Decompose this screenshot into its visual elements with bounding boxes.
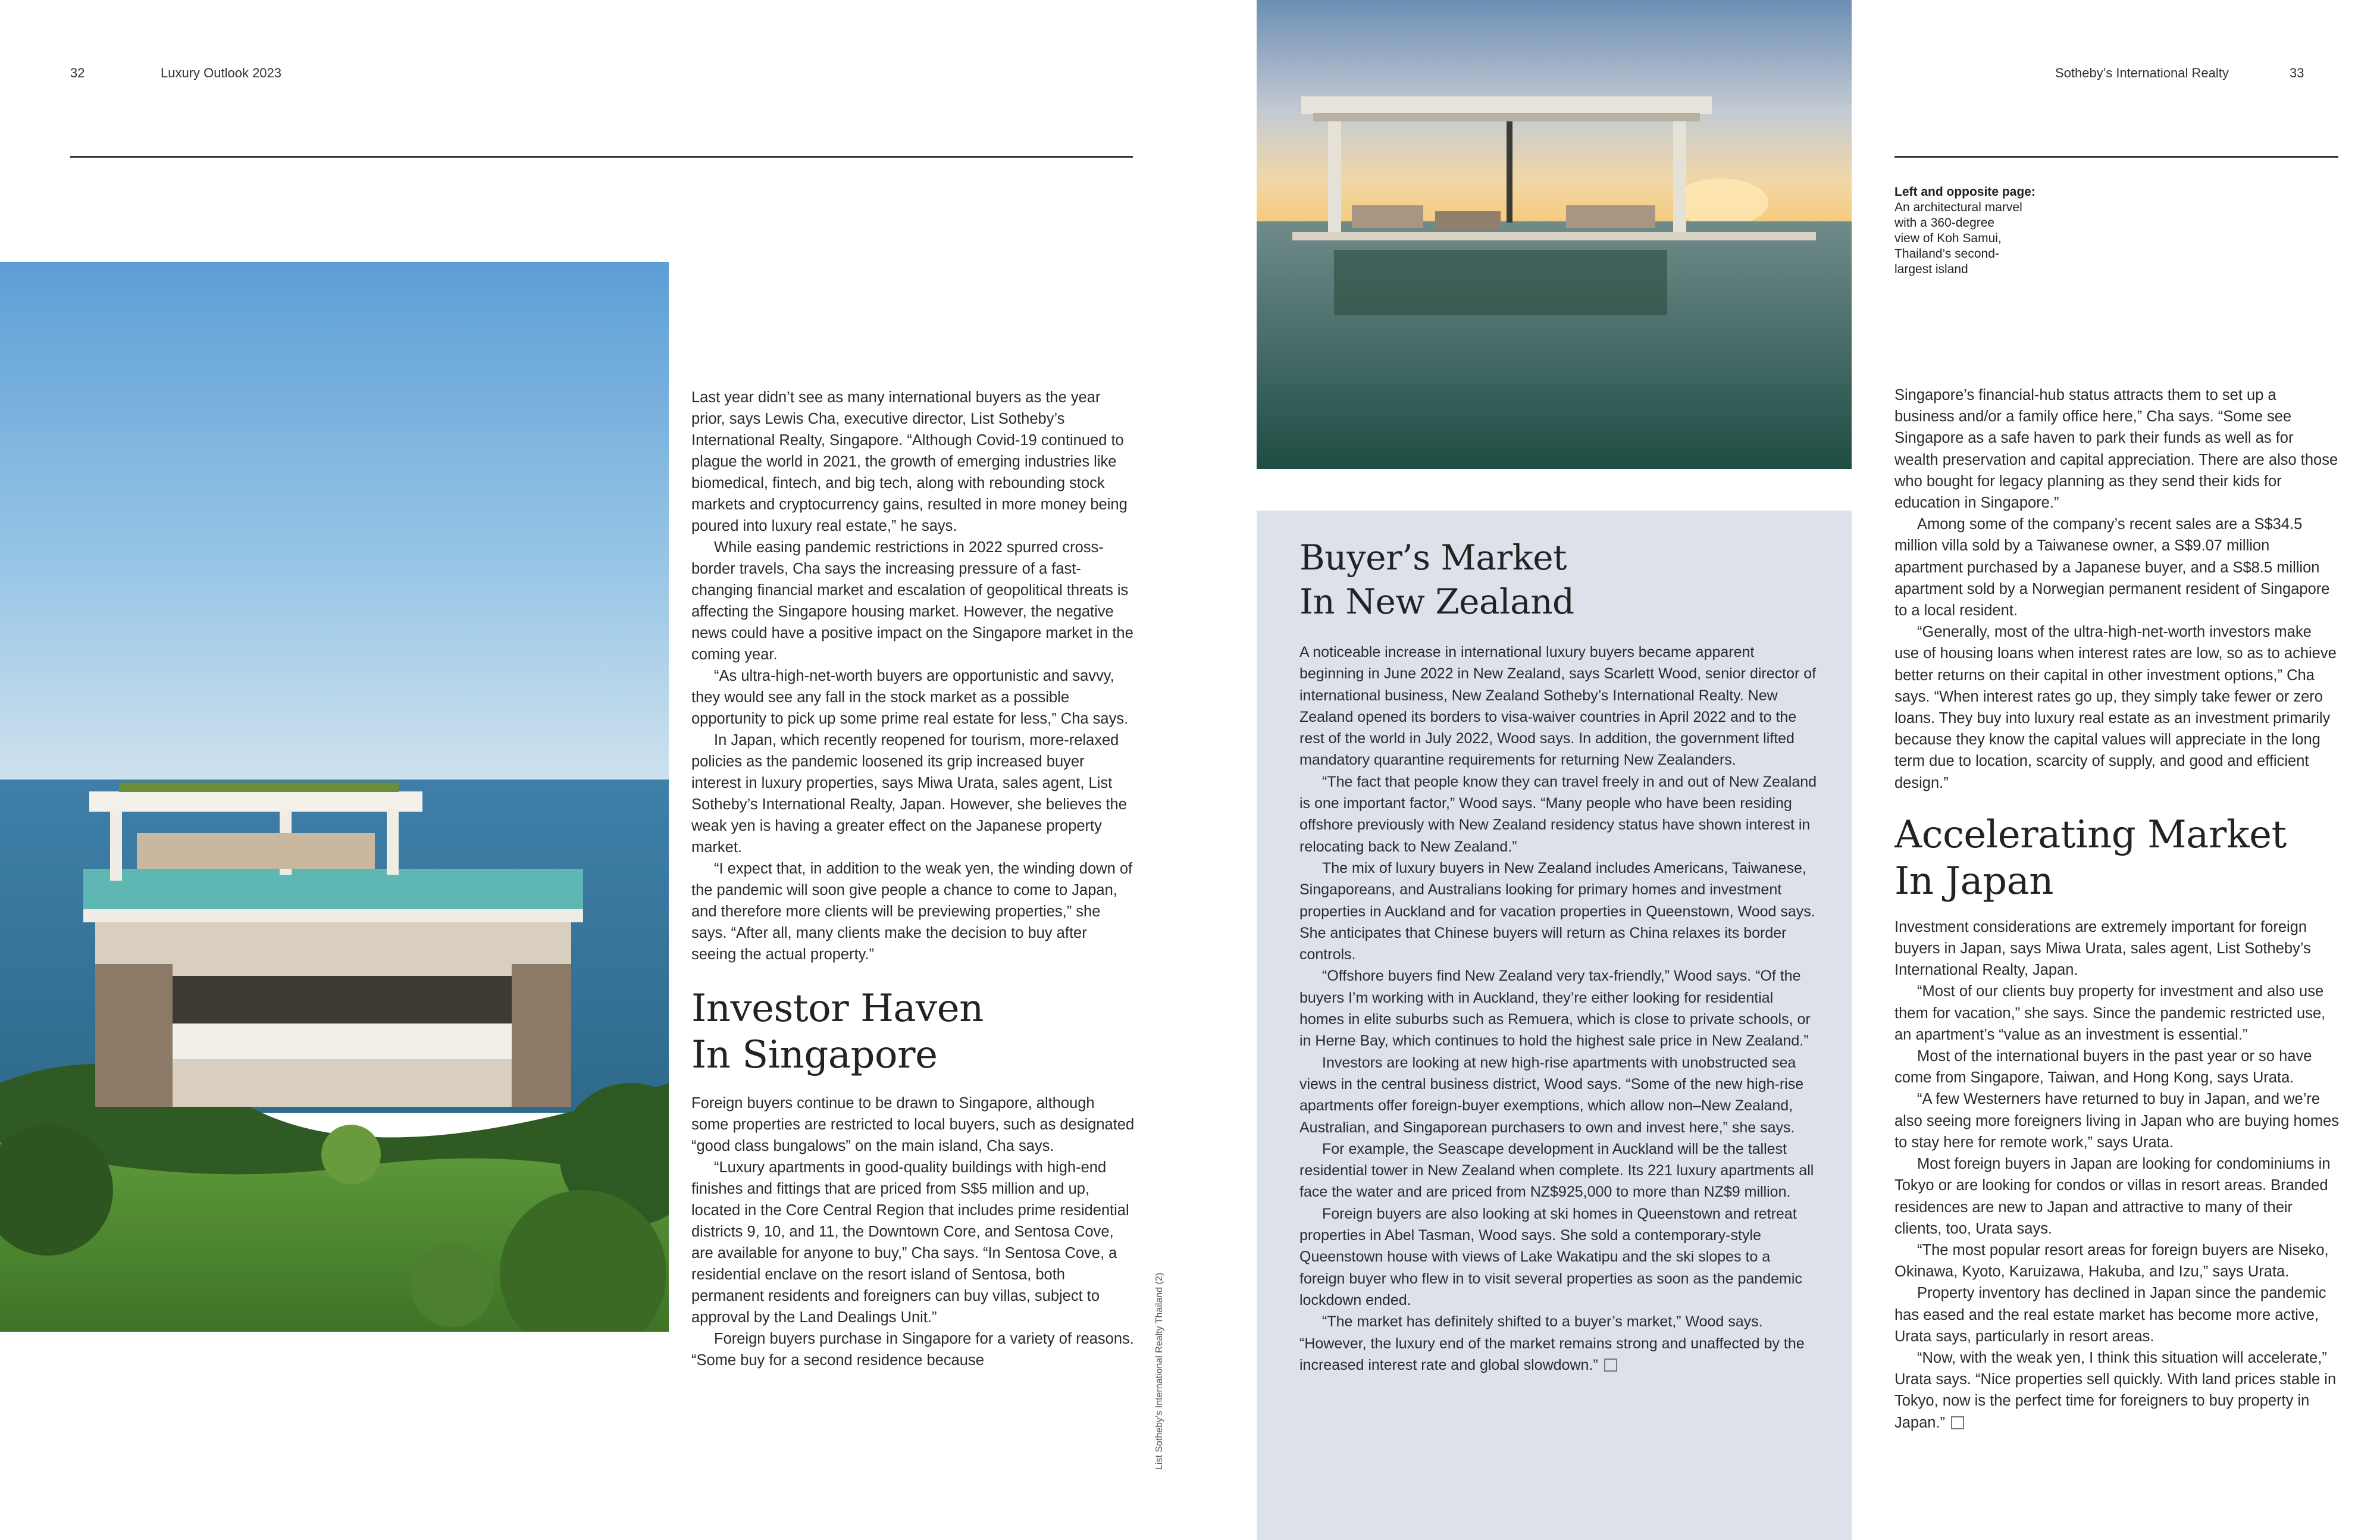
article-paragraph: “The market has definitely shifted to a buyer’s market,” Wood says. “However, the luxury end of the market remains strong and unaffected by the increased interest rate and global slowdown.” xyxy=(1299,1313,1805,1373)
article-paragraph: “Generally, most of the ultra-high-net-worth investors make use of housing loans when interest rates are low, so as to achieve better returns on their capital in other investment options,” Cha says. “When interest rates go up, they simply take fewer or zero loans. They buy into luxury real estate as an investment primarily because they know the capital values will appreciate in the long term due to location, scarcity of supply, and good and efficient design.” xyxy=(1894,624,2337,791)
article-paragraph: In Japan, which recently reopened for tourism, more-relaxed policies as the pandemic loosened its grip increased buyer interest in luxury properties, says Miwa Urata, sales agent, List Sotheby’s International Realty, Japan. However, she believes the weak yen is having a greater effect on the Japanese property market. xyxy=(691,732,1127,856)
article-paragraph: Most foreign buyers in Japan are looking for condominiums in Tokyo or are looking for condos or villas in resort areas. Branded residences are new to Japan and attractive to many of their clients, too, Urata says. xyxy=(1894,1156,2331,1237)
nz-heading-line2: In New Zealand xyxy=(1299,581,1574,622)
article-paragraph: A noticeable increase in international luxury buyers became apparent beginning in June 2022 in New Zealand, says Scarlett Wood, senior director of international business, New Zealand Sotheby’s International Realty. New Zealand opened its borders to visa-waiver countries in April 2022 and to the rest of the world in July 2022, Wood says. In addition, the government lifted mandatory quarantine requirements for returning New Zealanders. xyxy=(1299,644,1817,769)
photo-credit: List Sotheby’s International Realty Thailand (2) xyxy=(1154,1272,1164,1470)
article-paragraph: Foreign buyers are also looking at ski homes in Queenstown and retreat properties in Abel Tasman, Wood says. She sold a contemporary-style Queenstown house with views of Lake Wakatipu and the ski slopes to a foreign buyer who flew in to visit several properties as soon as the pandemic lockdown ended. xyxy=(1299,1205,1802,1309)
header-rule-left xyxy=(70,156,1133,158)
page-number-left: 32 xyxy=(70,65,85,80)
caption-line: view of Koh Samui, xyxy=(1894,231,2002,245)
caption-line: Thailand’s second- xyxy=(1894,247,1999,261)
article-paragraph: Foreign buyers purchase in Singapore for a variety of reasons. “Some buy for a second residence because xyxy=(691,1331,1134,1369)
article-paragraph: Last year didn’t see as many international buyers as the year prior, says Lewis Cha, executive director, List Sotheby’s International Realty, Singapore. “Although Covid-19 continued to plague the world in 2021, the growth of emerging industries like biomedical, fintech, and big tech, along with rebounding stock markets and cryptocurrency gains, resulted in more money being poured into luxury real estate,” he says. xyxy=(691,389,1128,534)
new-zealand-column xyxy=(1299,536,1817,1376)
caption-line: An architectural marvel xyxy=(1894,201,2022,214)
japan-heading-line2: In Japan xyxy=(1894,859,2053,903)
article-paragraph: “As ultra-high-net-worth buyers are opportunistic and savvy, they would see any fall in the stock market as a possible opportunity to pick up some prime real estate for less,” Cha says. xyxy=(691,668,1129,727)
article-paragraph: The mix of luxury buyers in New Zealand includes Americans, Taiwanese, Singaporeans, and Australians looking for primary homes and investment properties in Auckland and for vacation properties in Queenstown, Wood says. She anticipates that Chinese buyers will return as China relaxes its border controls. xyxy=(1299,859,1815,963)
singapore-heading-line2: In Singapore xyxy=(691,1033,938,1077)
article-paragraph: Most of the international buyers in the past year or so have come from Singapore, Taiwan, and Hong Kong, says Urata. xyxy=(1894,1048,2312,1087)
article-column-left xyxy=(691,387,1135,1371)
article-paragraph: “The most popular resort areas for foreign buyers are Niseko, Okinawa, Kyoto, Karuizawa, Hakuba, and Izu,” says Urata. xyxy=(1894,1241,2329,1281)
article-paragraph: “Most of our clients buy property for investment and also use them for vacation,” she says. Since the pandemic restricted use, an apartment’s “value as an investment is essential.” xyxy=(1894,983,2326,1043)
article-paragraph: While easing pandemic restrictions in 2022 spurred cross-border travels, Cha says the increasing pressure of a fast-changing financial market and escalation of geopolitical threats is affecting the Singapore housing market. However, the negative news could have a positive impact on the Singapore market in the coming year. xyxy=(691,539,1133,663)
singapore-heading-line1: Investor Haven xyxy=(691,987,984,1031)
caption-line: with a 360-degree xyxy=(1894,216,1995,230)
nz-heading-line1: Buyer’s Market xyxy=(1299,537,1567,578)
japan-heading xyxy=(1894,812,2340,904)
header-rule-right xyxy=(1894,156,2338,158)
villa-cliff-photo xyxy=(0,262,669,1332)
caption-title: Left and opposite page: xyxy=(1894,185,2035,199)
new-zealand-heading xyxy=(1299,536,1817,624)
article-paragraph: Investors are looking at new high-rise apartments with unobstructed sea views in the central business district, Wood says. “Some of the new high-rise apartments offer foreign-buyer exemptions, which allow non–New Zealand, Australian, and Singaporean purchasers to own and invest here,” she says. xyxy=(1299,1054,1804,1136)
brand-name: Sotheby’s International Realty xyxy=(2055,65,2229,80)
page-number-right: 33 xyxy=(2290,65,2304,80)
end-mark-icon xyxy=(1951,1416,1964,1429)
article-paragraph: Among some of the company’s recent sales are a S$34.5 million villa sold by a Taiwanese owner, a S$9.07 million apartment purchased by a Japanese buyer, and a S$8.5 million apartment sold by a Norwegian permanent resident of Singapore to a local resident. xyxy=(1894,516,2330,619)
japan-heading-line1: Accelerating Market xyxy=(1894,812,2287,857)
pavilion-pool-photo xyxy=(1257,0,1852,469)
photo-caption xyxy=(1894,184,2085,277)
article-paragraph: Foreign buyers continue to be drawn to Singapore, although some properties are restricted to local buyers, such as designated “good class bungalows” on the main island, Cha says. xyxy=(691,1095,1135,1154)
article-paragraph: For example, the Seascape development in Auckland will be the tallest residential tower in New Zealand when complete. Its 221 luxury apartments all face the water and are priced from NZ$925,000 to more than NZ$9 million. xyxy=(1299,1140,1814,1201)
article-paragraph: “A few Westerners have returned to buy in Japan, and we’re also seeing more foreigners living in Japan who are buying homes to stay here for remote work,” says Urata. xyxy=(1894,1091,2340,1151)
caption-line: largest island xyxy=(1894,262,1968,276)
article-paragraph: “The fact that people know they can travel freely in and out of New Zealand is one important factor,” Wood says. “Many people who have been residing offshore previously with New Zealand residency status have shown interest in relocating back to New Zealand.” xyxy=(1299,773,1817,855)
singapore-heading xyxy=(691,985,1135,1078)
article-paragraph: “Offshore buyers find New Zealand very tax-friendly,” Wood says. “Of the buyers I’m working with in Auckland, they’re either looking for residential homes in elite suburbs such as Remuera, which is close to private schools, or in Herne Bay, which continues to hold the highest sale price in New Zealand.” xyxy=(1299,968,1811,1050)
article-paragraph: “Now, with the weak yen, I think this situation will accelerate,” Urata says. “Nice properties sell quickly. With land prices stable in Tokyo, now is the perfect time for foreigners to buy property in Japan.” xyxy=(1894,1349,2337,1431)
article-paragraph: “Luxury apartments in good-quality buildings with high-end finishes and fittings that are priced from S$5 million and up, located in the Core Central Region that includes prime residential districts 9, 10, and 11, the Downtown Core, and Sentosa Cove, are available for anyone to buy,” Cha says. “In Sentosa Cove, a residential enclave on the resort island of Sentosa, both permanent residents and foreigners can buy villas, subject to approval by the Land Dealings Unit.” xyxy=(691,1159,1129,1326)
article-paragraph: Singapore’s financial-hub status attracts them to set up a business and/or a family office here,” Cha says. “Some see Singapore as a safe haven to park their funds as well as for wealth preservation and capital appreciation. There are also those who bought for legacy planning as they send their kids for education in Singapore.” xyxy=(1894,387,2338,512)
publication-title: Luxury Outlook 2023 xyxy=(161,65,282,80)
article-paragraph: Property inventory has declined in Japan since the pandemic has eased and the real estate market has become more active, Urata says, particularly in resort areas. xyxy=(1894,1285,2326,1345)
end-mark-icon xyxy=(1604,1359,1617,1372)
article-column-right xyxy=(1894,384,2340,1433)
article-paragraph: Investment considerations are extremely important for foreign buyers in Japan, says Miwa Urata, sales agent, List Sotheby’s International Realty, Japan. xyxy=(1894,918,2311,979)
article-paragraph: “I expect that, in addition to the weak yen, the winding down of the pandemic will soon give people a chance to come to Japan, and therefore more clients will be previewing properties,” she says. “After all, many clients make the decision to buy after seeing the actual property.” xyxy=(691,860,1133,963)
